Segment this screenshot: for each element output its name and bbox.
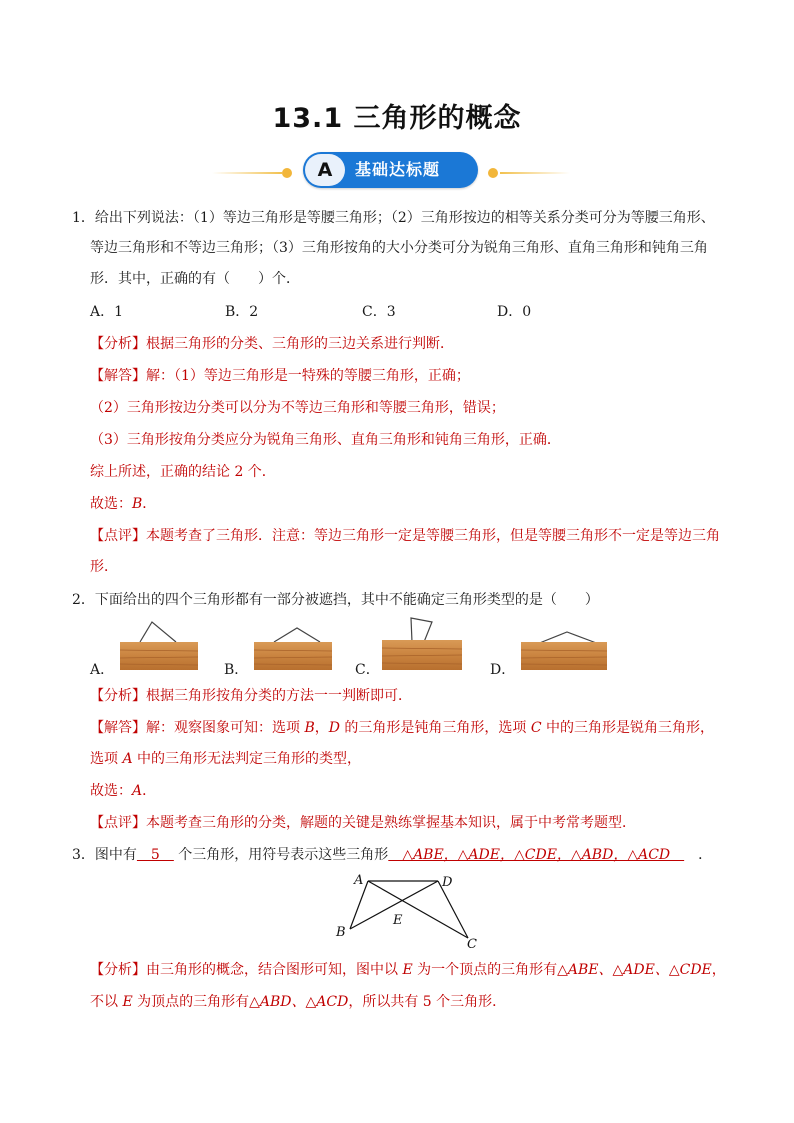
vertex-b-label: B bbox=[336, 925, 346, 940]
board-a-figure bbox=[118, 618, 200, 672]
solution-part: 的三角形是钝角三角形，选项 bbox=[339, 720, 531, 736]
solution-part: ， bbox=[314, 720, 329, 736]
solution-part: 中的三角形无法判定三角形的类型， bbox=[132, 751, 362, 767]
q1-line-2: 等边三角形和不等边三角形；（3）三角形按角的大小分类可分为锐角三角形、直角三角形和钝角三角 bbox=[90, 240, 708, 256]
vertex-a-label: A bbox=[354, 873, 364, 888]
option-letter: B bbox=[304, 720, 315, 736]
review-text: 本题考查了三角形．注意：等边三角形一定是等腰三角形，但是等腰三角形不一定是等边三角 bbox=[146, 528, 720, 544]
triangle-list: △ABE、△ADE、△CDE bbox=[557, 962, 712, 978]
vertex-c-label: C bbox=[467, 937, 477, 952]
q3-middle: 个三角形，用符号表示这些三角形 bbox=[173, 847, 389, 863]
badge-left-rule bbox=[212, 172, 282, 174]
q2-solution-1 bbox=[90, 718, 714, 738]
vertex-e-label: E bbox=[393, 913, 403, 928]
choose-prefix: 故选： bbox=[90, 496, 132, 512]
choose-answer: A bbox=[132, 783, 143, 799]
q2-solution-2 bbox=[90, 749, 361, 769]
analysis-text bbox=[146, 962, 726, 978]
solution-text bbox=[146, 720, 714, 736]
board-d-figure bbox=[517, 618, 609, 672]
q2-option-c-label: C． bbox=[355, 662, 380, 678]
q2-option-d-label: D． bbox=[490, 662, 516, 678]
page-title: 13.1 三角形的概念 bbox=[272, 103, 522, 134]
q1-option-d: D．0 bbox=[497, 304, 532, 320]
vertex-d-label: D bbox=[442, 875, 453, 890]
q2-line-1: 2．下面给出的四个三角形都有一部分被遮挡，其中不能确定三角形类型的是（ ） bbox=[72, 592, 599, 608]
analysis-text: 根据三角形的分类、三角形的三边关系进行判断． bbox=[146, 336, 454, 352]
q3-line-1 bbox=[72, 845, 712, 865]
q1-option-a: A．1 bbox=[90, 304, 124, 320]
q1-option-b: B．2 bbox=[225, 304, 259, 320]
badge-right-dot bbox=[488, 168, 498, 178]
choose-prefix: 故选： bbox=[90, 783, 132, 799]
analysis-tag: 【分析】 bbox=[90, 336, 146, 352]
triangle-diagram bbox=[330, 866, 490, 952]
q2-choose bbox=[90, 781, 156, 801]
q2-review bbox=[90, 813, 636, 833]
q2-option-b-label: B． bbox=[224, 662, 249, 678]
solution-part: 选项 bbox=[90, 751, 123, 767]
analysis-part: 为顶点的三角形有 bbox=[132, 994, 250, 1010]
analysis-part: ， bbox=[711, 962, 726, 978]
badge-right-rule bbox=[500, 172, 570, 174]
review-tag: 【点评】 bbox=[90, 815, 146, 831]
analysis-part: 由三角形的概念，结合图形可知，图中以 bbox=[146, 962, 403, 978]
option-letter: C bbox=[530, 720, 542, 736]
q2-analysis bbox=[90, 686, 412, 706]
section-badge bbox=[303, 152, 478, 188]
q3-analysis-2 bbox=[90, 992, 506, 1012]
q1-solution-3: （3）三角形按角分类应分为锐角三角形、直角三角形和钝角三角形，正确． bbox=[90, 432, 561, 448]
analysis-part: ，所以共有 5 个三角形． bbox=[348, 994, 507, 1010]
q1-summary: 综上所述，正确的结论 2 个． bbox=[90, 464, 276, 480]
q3-count-blank: 5 bbox=[136, 847, 174, 863]
option-letter: D bbox=[328, 720, 340, 736]
option-letter: A bbox=[122, 751, 133, 767]
triangle-list: △ABD、△ACD bbox=[249, 994, 349, 1010]
board-c-figure bbox=[378, 612, 466, 672]
choose-suffix: ． bbox=[142, 783, 157, 799]
q1-line-1: 1．给出下列说法：（1）等边三角形是等腰三角形；（2）三角形按边的相等关系分类可分为等腰三角形、 bbox=[72, 210, 715, 226]
analysis-tag: 【分析】 bbox=[90, 688, 146, 704]
solution-text: 解：（1）等边三角形是一特殊的等腰三角形，正确； bbox=[146, 368, 470, 384]
badge-left-dot bbox=[282, 168, 292, 178]
solution-tag: 【解答】 bbox=[90, 368, 146, 384]
analysis-tag: 【分析】 bbox=[90, 962, 146, 978]
solution-part: 中的三角形是锐角三角形， bbox=[541, 720, 715, 736]
choose-answer: B bbox=[132, 496, 143, 512]
q1-solution-2: （2）三角形按边分类可以分为不等边三角形和等腰三角形，错误； bbox=[90, 400, 505, 416]
point-letter: E bbox=[122, 994, 133, 1010]
q2-option-a-label: A． bbox=[90, 662, 115, 678]
board-b-figure bbox=[252, 618, 334, 672]
analysis-text: 根据三角形按角分类的方法一一判断即可． bbox=[146, 688, 412, 704]
q3-prefix: 3．图中有 bbox=[72, 847, 137, 863]
q3-end: ． bbox=[684, 847, 713, 863]
q1-review bbox=[90, 526, 720, 546]
q1-option-c: C．3 bbox=[362, 304, 396, 320]
solution-tag: 【解答】 bbox=[90, 720, 146, 736]
q3-analysis-1 bbox=[90, 960, 726, 980]
analysis-part: 为一个顶点的三角形有 bbox=[412, 962, 558, 978]
choose-suffix: ． bbox=[142, 496, 157, 512]
q1-line-3: 形．其中，正确的有（ ）个． bbox=[90, 271, 300, 287]
solution-part: 解：观察图象可知：选项 bbox=[146, 720, 305, 736]
review-text: 本题考查三角形的分类，解题的关键是熟练掌握基本知识，属于中考常考题型． bbox=[146, 815, 636, 831]
section-letter: A bbox=[305, 154, 345, 186]
review-tag: 【点评】 bbox=[90, 528, 146, 544]
point-letter: E bbox=[402, 962, 413, 978]
q1-choose bbox=[90, 494, 156, 514]
section-label: 基础达标题 bbox=[355, 160, 441, 179]
q1-review-2: 形． bbox=[90, 559, 118, 575]
q1-analysis bbox=[90, 334, 454, 354]
q1-solution-1 bbox=[90, 366, 470, 386]
q3-answer-blank: △ABE，△ADE，△CDE，△ABD，△ACD bbox=[388, 847, 685, 863]
analysis-part: 不以 bbox=[90, 994, 123, 1010]
